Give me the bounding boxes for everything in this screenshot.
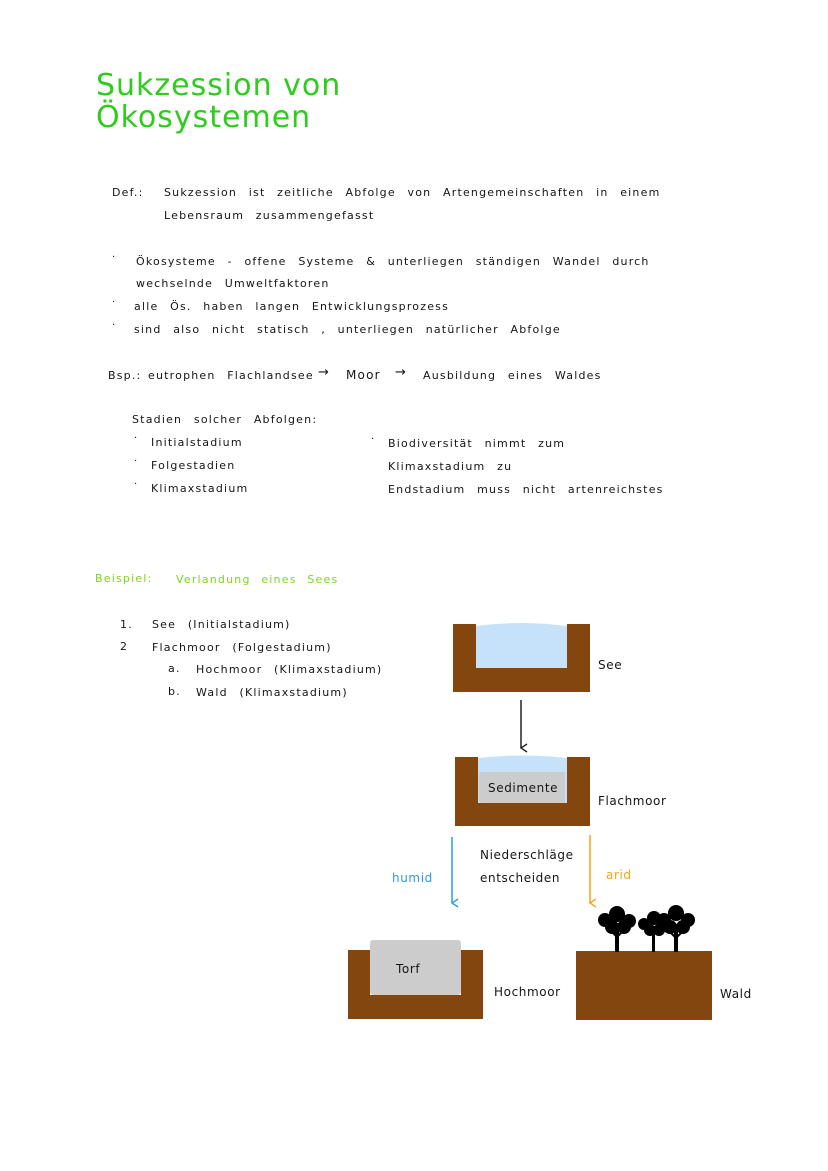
tree-icon (598, 906, 636, 952)
stage-initial: Initialstadium (151, 436, 243, 449)
entscheiden-label: entscheiden (480, 871, 561, 885)
niederschlaege-label: Niederschläge (480, 848, 574, 862)
list-item-a: Hochmoor (Klimaxstadium) (196, 663, 383, 676)
list-letter-b: b. (168, 685, 181, 698)
stages-note-1: Biodiversität nimmt zum (388, 437, 566, 450)
example-label: Bsp.: (108, 369, 142, 382)
list-letter-a: a. (168, 662, 181, 675)
bullet-1-line1: Ökosysteme - offene Systeme & unterliegen ständigen Wandel durch (136, 255, 650, 268)
arrow-right-icon: → (318, 365, 331, 380)
bullet-2: alle Ös. haben langen Entwicklungsprozess (134, 300, 450, 313)
list-number-2: 2 (120, 640, 129, 653)
see-label: See (598, 658, 623, 672)
bullet-dot: · (112, 297, 116, 308)
see-basin (453, 623, 590, 692)
example-item1: eutrophen Flachlandsee (148, 369, 314, 382)
flachmoor-label: Flachmoor (598, 794, 667, 808)
bullet-3: sind also nicht statisch , unterliegen natürlicher Abfolge (134, 323, 561, 336)
list-number-1: 1. (120, 618, 133, 631)
bullet-1-line2: wechselnde Umweltfaktoren (136, 277, 330, 290)
arrow-right-icon: → (395, 365, 408, 380)
page-title-line1: Sukzession von (96, 68, 342, 103)
stage-klimax: Klimaxstadium (151, 482, 249, 495)
bullet-dot: · (371, 434, 375, 445)
example-item3: Ausbildung eines Waldes (423, 369, 602, 382)
definition-line1: Sukzession ist zeitliche Abfolge von Artengemeinschaften in einem (164, 186, 661, 199)
torf-label: Torf (396, 962, 421, 976)
beispiel-title: Verlandung eines Sees (176, 573, 339, 586)
stages-note-3: Endstadium muss nicht artenreichstes (388, 483, 664, 496)
hochmoor-label: Hochmoor (494, 985, 561, 999)
humid-label: humid (392, 871, 433, 885)
beispiel-label: Beispiel: (95, 572, 153, 585)
definition-label: Def.: (112, 186, 144, 199)
list-item-1: See (Initialstadium) (152, 618, 291, 631)
bullet-dot: · (112, 320, 116, 331)
bullet-dot: · (112, 252, 116, 263)
wald-label: Wald (720, 987, 752, 1001)
stage-folge: Folgestadien (151, 459, 236, 472)
hochmoor-basin (348, 940, 483, 1019)
arid-label: arid (606, 868, 632, 882)
definition-line2: Lebensraum zusammengefasst (164, 209, 375, 222)
stages-heading: Stadien solcher Abfolgen: (132, 413, 318, 426)
sedimente-label: Sedimente (488, 781, 559, 795)
stages-note-2: Klimaxstadium zu (388, 460, 513, 473)
page-title-line2: Ökosystemen (96, 100, 312, 135)
wald-soil (576, 951, 712, 1020)
bullet-dot: · (134, 456, 138, 467)
list-item-b: Wald (Klimaxstadium) (196, 686, 348, 699)
bullet-dot: · (134, 433, 138, 444)
list-item-2: Flachmoor (Folgestadium) (152, 641, 332, 654)
example-item2: Moor (346, 368, 381, 382)
bullet-dot: · (134, 479, 138, 490)
